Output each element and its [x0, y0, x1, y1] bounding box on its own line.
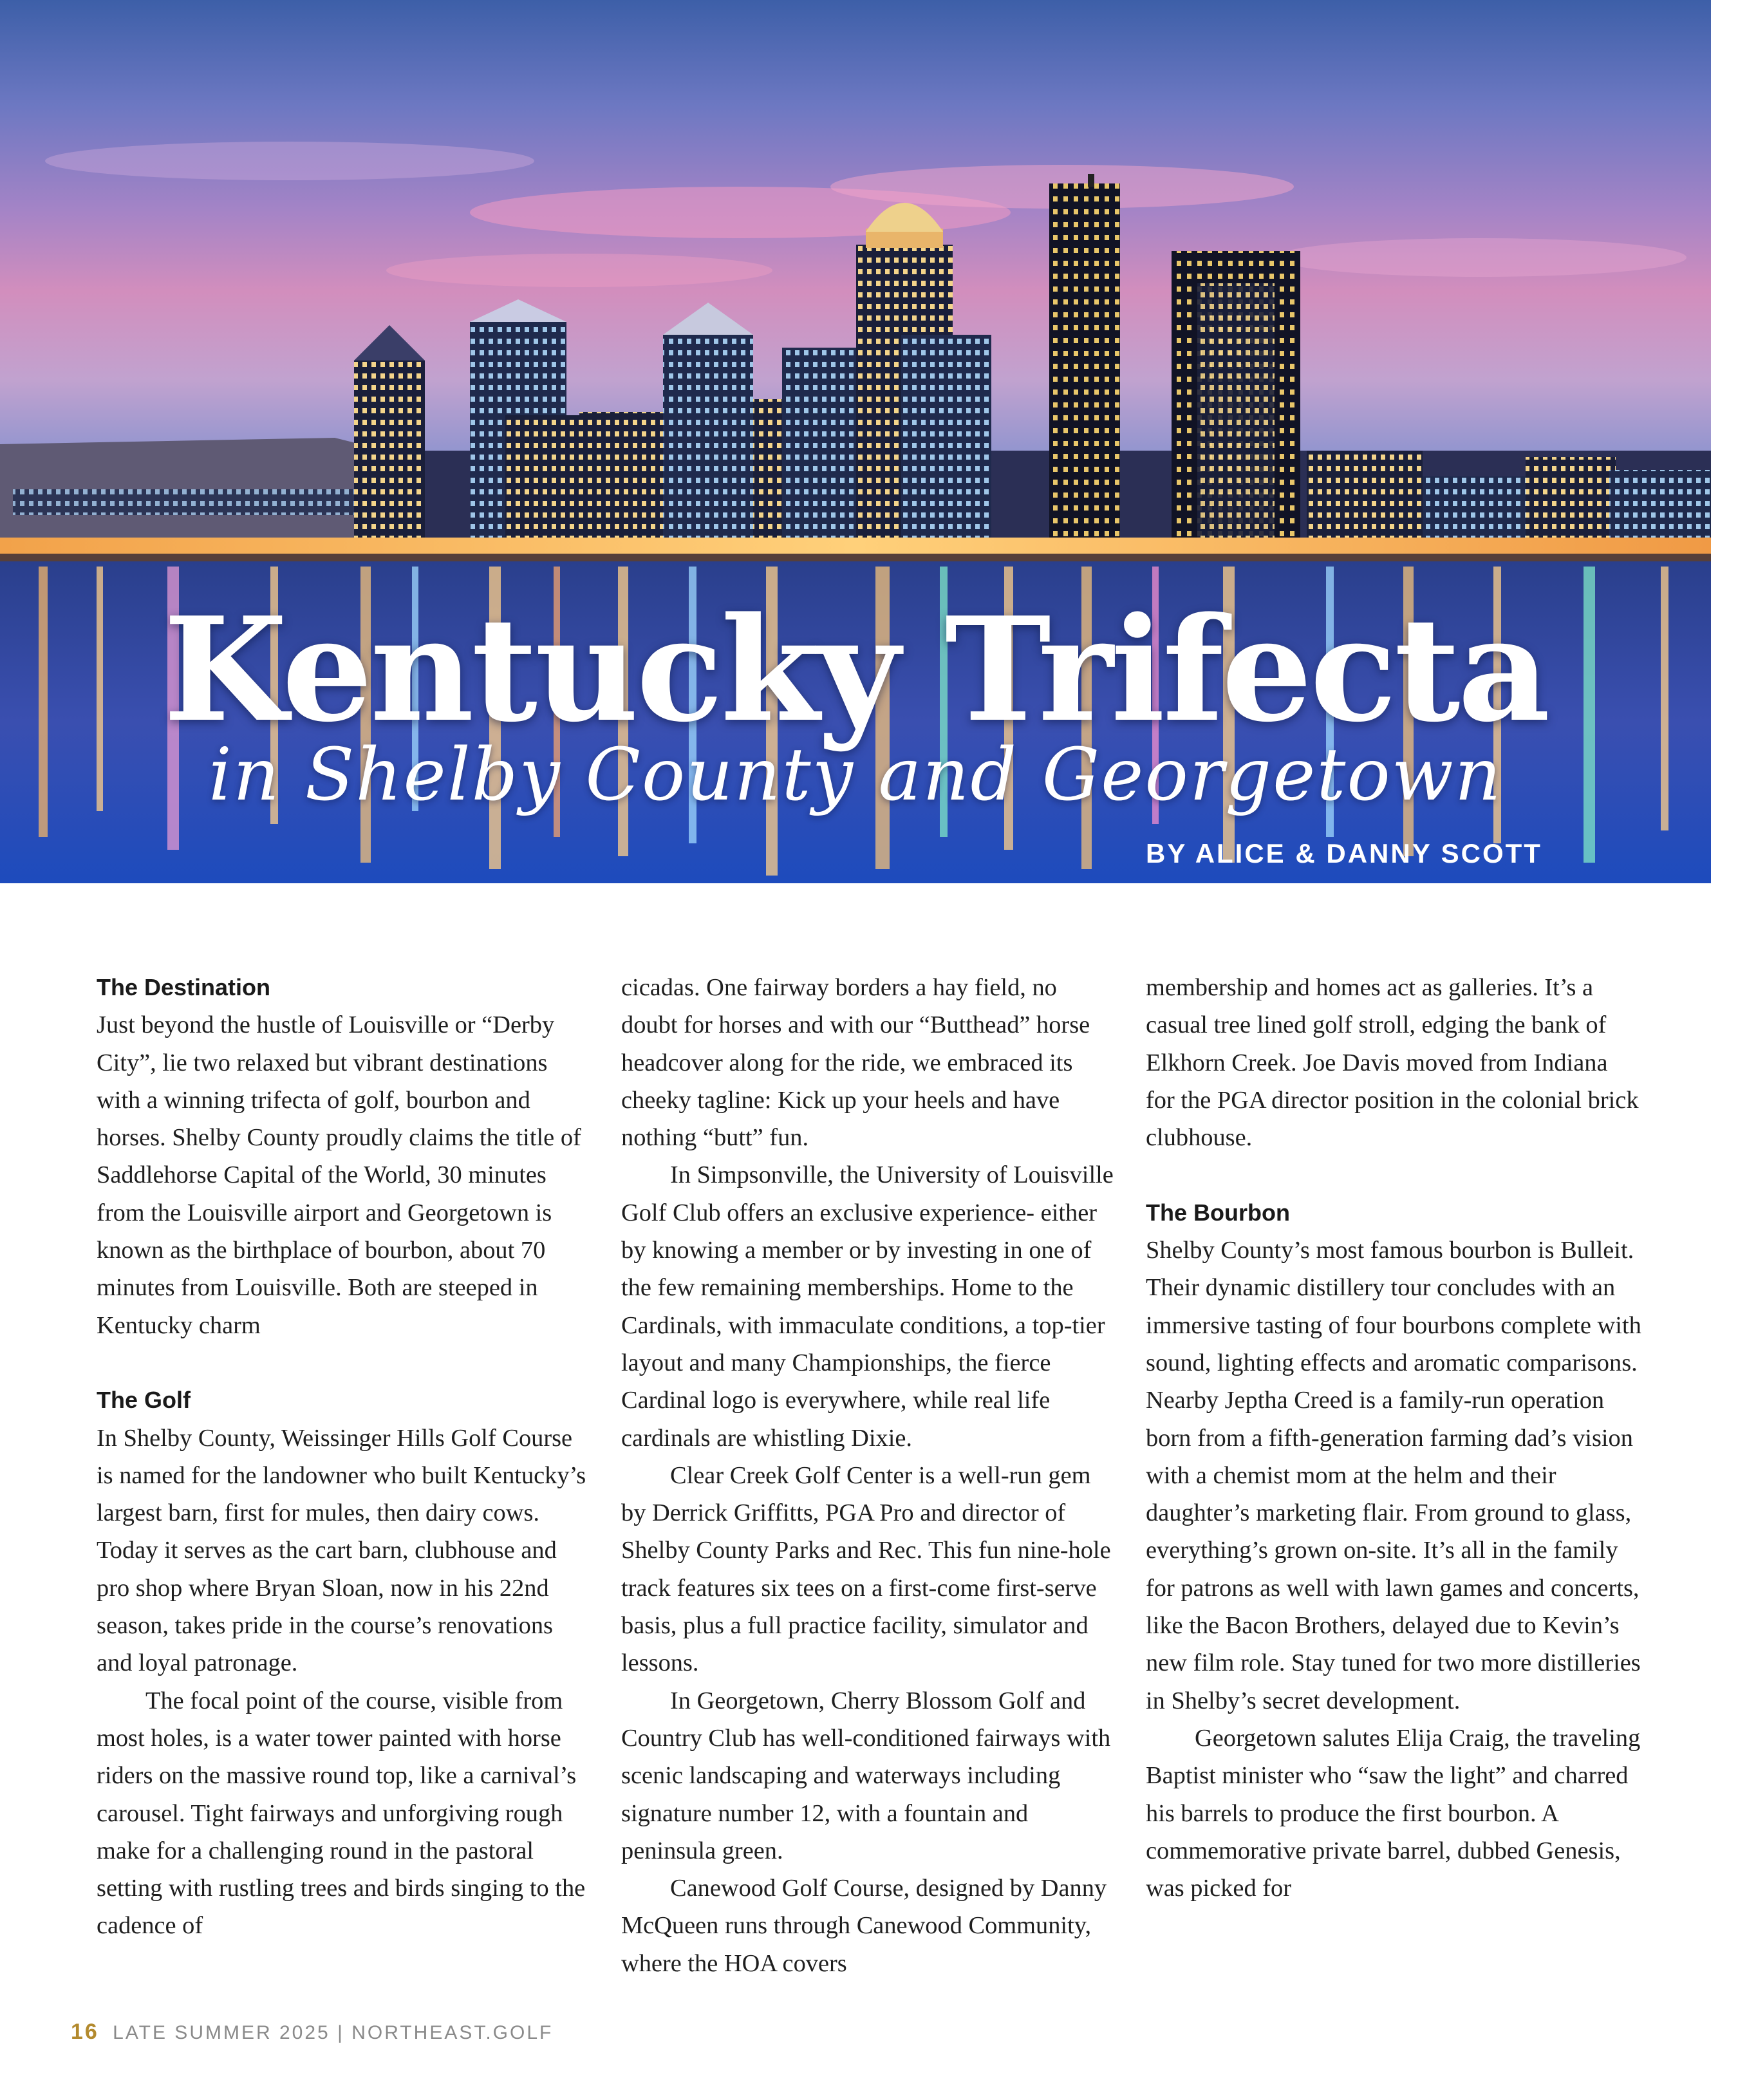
paragraph-golf-7: Canewood Golf Course, designed by Danny McQueen runs through Canewood Community, where the HOA covers: [621, 1875, 1107, 1977]
article-subtitle: in Shelby County and Georgetown: [209, 733, 1502, 817]
paragraph-golf-2: The focal point of the course, visible from most holes, is a water tower painted with horse riders on the massive round top, like a carnival’s carousel. Tight fairways and unforgiving rough make for a challenging round in the pastoral setting with rustling trees and birds singing to the cadence of: [97, 1687, 586, 1940]
paragraph-bourbon-1: Shelby County’s most famous bourbon is Bulleit. Their dynamic distillery tour concludes with an immersive tasting of four bourbons complete with sound, lighting effects and aromatic comparisons. Nearby Jeptha Creed is a family-run operation born from a fifth-generation farming dad’s vision with a chemist mom at the helm and their daughter’s marketing flair. From ground to glass, everything’s grown on-site. It’s all in the family for patrons as well with lawn games and concerts, like the Bacon Brothers, delayed due to Kevin’s new film role. Stay tuned for two more distilleries in Shelby’s secret development.: [1146, 1237, 1641, 1714]
hero-image: [0, 0, 1711, 883]
page-footer: [71, 2020, 553, 2045]
byline: BY ALICE & DANNY SCOTT: [1146, 838, 1542, 868]
column-2: [621, 969, 1117, 1982]
paragraph-golf-6: In Georgetown, Cherry Blossom Golf and Country Club has well-conditioned fairways with scenic landscaping and waterways including signature number 12, with a fountain and peninsula green.: [621, 1687, 1111, 1864]
page-number: 16: [71, 2020, 99, 2044]
section-heading-destination: The Destination: [97, 974, 271, 1000]
section-heading-golf: The Golf: [97, 1387, 191, 1414]
site-label: NORTHEAST.GOLF: [351, 2022, 554, 2043]
section-heading-bourbon: The Bourbon: [1146, 1199, 1290, 1226]
issue-label: LATE SUMMER 2025: [113, 2022, 330, 2043]
paragraph-golf-3: cicadas. One fairway borders a hay field, no doubt for horses and with our “Butthead” horse headcover along for the ride, we embraced its cheeky tagline: Kick up your heels and have nothing “butt” fun.: [621, 974, 1090, 1152]
paragraph-bourbon-2: Georgetown salutes Elija Craig, the traveling Baptist minister who “saw the light” and charred his barrels to produce the first bourbon. A commemorative private barrel, dubbed Genesis, was picked for: [1146, 1724, 1641, 1902]
paragraph-golf-1: In Shelby County, Weissinger Hills Golf Course is named for the landowner who built Kentucky’s largest barn, first for mules, then dairy cows. Today it serves as the cart barn, clubhouse and pro shop where Bryan Sloan, now in his 22nd season, takes pride in the course’s renovations and loyal patronage.: [97, 1424, 586, 1677]
paragraph-golf-5: Clear Creek Golf Center is a well-run gem by Derrick Griffitts, PGA Pro and director of Shelby County Parks and Rec. This fun nine-hole track features six tees on a first-come first-serve basis, plus a full practice facility, simulator and lessons.: [621, 1461, 1111, 1677]
footer-separator: |: [337, 2022, 344, 2043]
paragraph-golf-4: In Simpsonville, the University of Louisville Golf Club offers an exclusive experience- either by knowing a member or by investing in one of the few remaining memberships. Home to the Cardinals, with immaculate conditions, a top-tier layout and many Championships, the fierce Cardinal logo is everywhere, while real life cardinals are whistling Dixie.: [621, 1161, 1114, 1452]
column-1: [97, 969, 592, 1945]
paragraph-destination: Just beyond the hustle of Louisville or “Derby City”, lie two relaxed but vibrant destinations with a winning trifecta of golf, bourbon and horses. Shelby County proudly claims the title of Saddlehorse Capital of the World, 30 minutes from the Louisville airport and Georgetown is known as the birthplace of bourbon, about 70 minutes from Louisville. Both are steeped in Kentucky charm: [97, 1011, 581, 1339]
paragraph-golf-8: membership and homes act as galleries. It’s a casual tree lined golf stroll, edging the bank of Elkhorn Creek. Joe Davis moved from Indiana for the PGA director position in the colonial brick clubhouse.: [1146, 974, 1639, 1152]
column-3: [1146, 969, 1641, 1907]
article-title: Kentucky Trifecta: [163, 586, 1548, 754]
